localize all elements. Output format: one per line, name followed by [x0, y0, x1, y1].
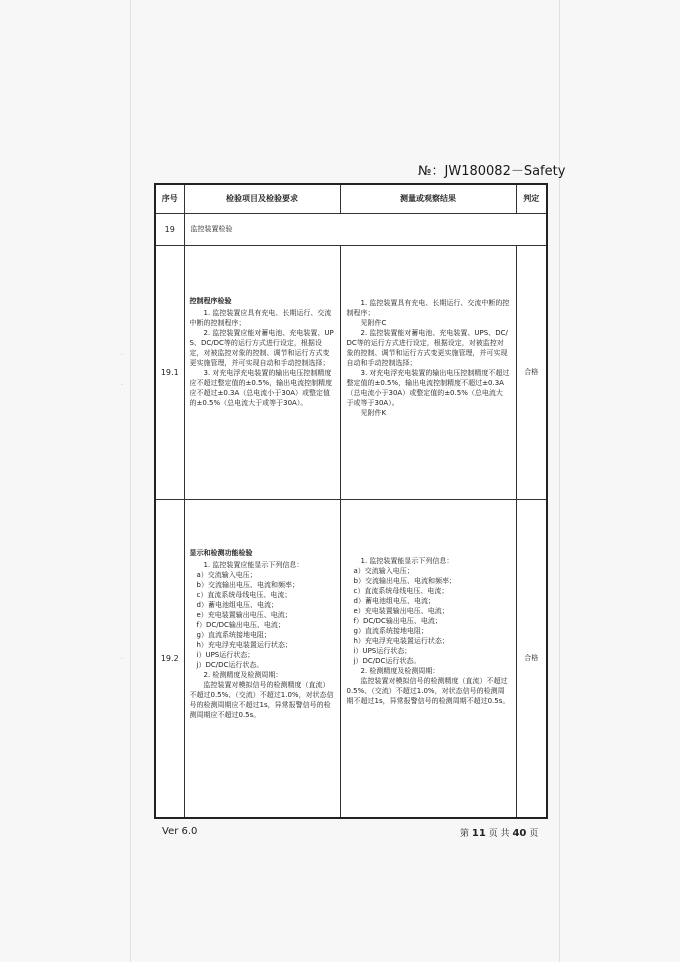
requirement-text: 3. 对充电浮充电装置的输出电压控制精度应不超过整定值的±0.5%，输出电流控制精度应不超过±0.3A（总电流小于30A）或整定值的±0.5%（总电流大于或等于30A）。 — [189, 368, 333, 407]
page-prefix: 第 — [460, 829, 470, 839]
result-text: 见附件K — [346, 408, 387, 417]
requirement-text: g）直流系统接地电阻； — [189, 630, 271, 639]
result-cell — [340, 245, 516, 499]
requirement-text: e）充电装置输出电压、电流； — [189, 610, 292, 619]
page-current: 11 — [471, 828, 486, 839]
margin-mark: · — [121, 656, 123, 663]
document-number: №：JW180082－Safety — [418, 164, 566, 179]
table-header-row — [155, 184, 547, 213]
result-text: 2. 检测精度及检测周期： — [346, 666, 440, 675]
inspection-table — [154, 183, 548, 819]
result-text: 3. 对充电浮充电装置的输出电压控制精度不超过整定值的±0.5%，输出电流控制精度不超过±0.3A（总电流小于30A）或整定值的±0.5%（总电流大于或等于30A）。 — [346, 368, 510, 407]
result-text: j）DC/DC运行状态。 — [346, 656, 421, 665]
result-text: 1. 监控装置能显示下列信息： — [346, 556, 454, 565]
result-text: 见附件C — [346, 318, 387, 327]
table-row — [155, 499, 547, 818]
requirement-text: a）交流输入电压； — [189, 570, 257, 579]
requirement-text: j）DC/DC运行状态。 — [189, 660, 264, 669]
requirement-text: h）充电浮充电装置运行状态； — [189, 640, 292, 649]
section-title: 监控装置检验 — [184, 213, 547, 245]
result-text: c）直流系统母线电压、电流； — [346, 586, 449, 595]
margin-mark: · — [121, 382, 123, 389]
requirement-text: 2. 监控装置应能对蓄电池、充电装置、UPS、DC/DC等的运行方式进行设定，根据设定，对被监控对象的控制、调节和运行方式变更实施管理，并可实现自动和手动控制选择； — [189, 328, 334, 367]
result-text: b）交流输出电压、电流和频率； — [346, 576, 456, 585]
requirement-text: d）蓄电池组电压、电流； — [189, 600, 278, 609]
scan-edge-right — [559, 0, 560, 962]
result-text: 1. 监控装置具有充电、长期运行、交流中断的控制程序； — [346, 298, 510, 317]
page-mid: 页 共 — [488, 829, 510, 839]
result-text: h）充电浮充电装置运行状态； — [346, 636, 449, 645]
page-total: 40 — [512, 828, 527, 839]
verdict: 合格 — [516, 499, 547, 818]
requirement-text: 2. 检测精度及检测周期： — [189, 670, 283, 679]
header-result: 测量或观察结果 — [340, 184, 516, 213]
result-text: f）DC/DC输出电压、电流； — [346, 616, 442, 625]
requirement-cell — [184, 245, 340, 499]
requirement-text: 1. 监控装置应能显示下列信息： — [189, 560, 304, 569]
header-verdict: 判定 — [516, 184, 547, 213]
requirement-text: i）UPS运行状态； — [189, 650, 255, 659]
verdict: 合格 — [516, 245, 547, 499]
header-item: 检验项目及检验要求 — [184, 184, 340, 213]
footer-version: Ver 6.0 — [162, 826, 198, 837]
header-seq: 序号 — [155, 184, 184, 213]
margin-mark: · — [121, 352, 123, 359]
requirement-cell — [184, 499, 340, 818]
result-text: e）充电装置输出电压、电流； — [346, 606, 449, 615]
footer-page-number — [460, 826, 538, 839]
item-title: 显示和检测功能检验 — [189, 548, 253, 557]
requirement-text: b）交流输出电压、电流和频率； — [189, 580, 299, 589]
row-seq: 19.2 — [155, 499, 184, 818]
requirement-text: f）DC/DC输出电压、电流； — [189, 620, 285, 629]
row-seq: 19.1 — [155, 245, 184, 499]
requirement-text: 监控装置对模拟信号的检测精度（直流）不超过0.5%、（交流）不超过1.0%，对状态信号的检测周期应不超过1s，异常报警信号的检测周期应不超过0.5s。 — [189, 680, 334, 719]
requirement-text: c）直流系统母线电压、电流； — [189, 590, 292, 599]
result-text: d）蓄电池组电压、电流； — [346, 596, 435, 605]
result-text: g）直流系统接地电阻； — [346, 626, 428, 635]
page-suffix: 页 — [529, 829, 539, 839]
result-text: i）UPS运行状态； — [346, 646, 412, 655]
result-text: 监控装置对模拟信号的检测精度（直流）不超过0.5%、（交流）不超过1.0%，对状态信号的检测周期不超过1s，异常报警信号的检测周期不超过0.5s。 — [346, 676, 510, 705]
scan-edge-left — [130, 0, 131, 962]
section-row — [155, 213, 547, 245]
table-row — [155, 245, 547, 499]
result-text: 2. 监控装置能对蓄电池、充电装置、UPS、DC/DC等的运行方式进行设定，根据设定，对被监控对象的控制、调节和运行方式变更实施管理，并可实现自动和手动控制选择； — [346, 328, 508, 367]
requirement-text: 1. 监控装置应具有充电、长期运行、交流中断的控制程序； — [189, 308, 332, 327]
result-cell — [340, 499, 516, 818]
section-seq: 19 — [155, 213, 184, 245]
result-text: a）交流输入电压； — [346, 566, 414, 575]
item-title: 控制程序检验 — [189, 296, 232, 305]
